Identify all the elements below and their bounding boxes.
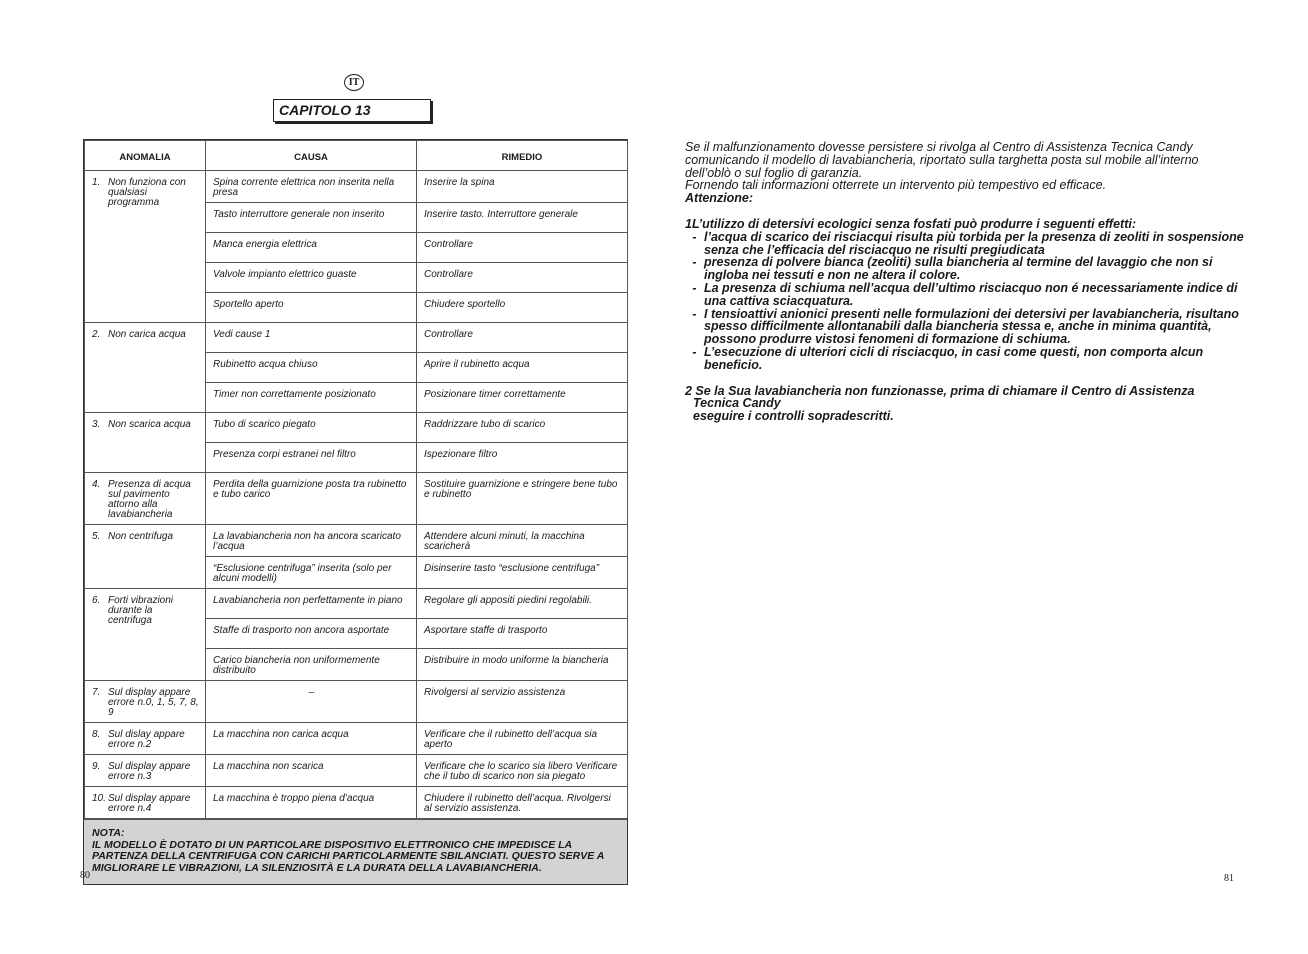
anomaly-cell [85, 755, 206, 787]
anomaly-text: Non carica acqua [108, 329, 186, 340]
anomaly-number: 7. [92, 687, 101, 698]
remedy-cell: Chiudere il rubinetto dell’acqua. Rivolgersi al servizio assistenza. [417, 787, 628, 819]
cause-cell: Perdita della guarnizione posta tra rubinetto e tubo carico [206, 473, 417, 525]
bullet-dash: - [692, 344, 697, 359]
anomaly-text: Presenza di acqua sul pavimento attorno alla lavabiancheria [108, 479, 191, 520]
table-row [85, 787, 628, 819]
table-row [85, 723, 628, 755]
remedy-cell: Chiudere sportello [417, 293, 628, 323]
cause-cell: La macchina non scarica [206, 755, 417, 787]
remedy-cell: Raddrizzare tubo di scarico [417, 413, 628, 443]
page-number-right: 81 [1224, 873, 1234, 884]
table-row [85, 525, 628, 557]
anomaly-number: 2. [92, 329, 101, 340]
anomaly-cell [85, 525, 206, 589]
bullet-item [685, 308, 1245, 346]
remedy-cell: Ispezionare filtro [417, 443, 628, 473]
anomaly-text: Non centrifuga [108, 531, 174, 542]
cause-cell: Valvole impianto elettrico guaste [206, 263, 417, 293]
anomaly-number: 3. [92, 419, 101, 430]
bullet-dash: - [692, 255, 697, 270]
table-row [85, 681, 628, 723]
remedy-cell: Verificare che lo scarico sia libero Verificare che il tubo di scarico non sia piegato [417, 755, 628, 787]
anomaly-text: Non scarica acqua [108, 419, 191, 430]
point-1-title: 1L’utilizzo di detersivi ecologici senza fosfati può produrre i seguenti effetti: [685, 216, 1136, 231]
remedy-cell: Attendere alcuni minuti, la macchina scaricherà [417, 525, 628, 557]
cause-cell: Carico biancheria non uniformemente distribuito [206, 649, 417, 681]
remedy-cell: Controllare [417, 263, 628, 293]
anomaly-text: Forti vibrazioni durante la centrifuga [108, 595, 174, 626]
point-1-bullet-list [685, 231, 1245, 372]
note-title: NOTA: [92, 827, 125, 839]
bullet-item [685, 231, 1245, 257]
cause-cell: Vedi cause 1 [206, 323, 417, 353]
bullet-dash: - [692, 229, 697, 244]
table-row [85, 171, 628, 203]
page-number-left: 80 [80, 870, 90, 881]
remedy-cell: Inserire tasto. Interruttore generale [417, 203, 628, 233]
cause-cell: La macchina non carica acqua [206, 723, 417, 755]
table-row [85, 473, 628, 525]
anomaly-cell [85, 787, 206, 819]
bullet-text: l’acqua di scarico dei risciacqui risulta più torbida per la presenza di zeoliti in sospensione senza che l’efficacia del risciacquo ne risulti pregiudicata [704, 229, 1244, 257]
cause-cell: Rubinetto acqua chiuso [206, 353, 417, 383]
anomaly-number: 6. [92, 595, 101, 606]
table-body [85, 171, 628, 819]
cause-cell: “Esclusione centrifuga” inserita (solo per alcuni modelli) [206, 557, 417, 589]
remedy-cell: Posizionare timer correttamente [417, 383, 628, 413]
anomaly-number: 9. [92, 761, 101, 772]
table-note [84, 819, 627, 884]
remedy-cell: Regolare gli appositi piedini regolabili. [417, 589, 628, 619]
anomaly-number: 5. [92, 531, 101, 542]
cause-cell: Spina corrente elettrica non inserita nella presa [206, 171, 417, 203]
remedy-cell: Controllare [417, 323, 628, 353]
anomaly-number: 10. [92, 793, 106, 804]
bullet-dash: - [692, 306, 697, 321]
cause-cell: La macchina è troppo piena d’acqua [206, 787, 417, 819]
language-badge-it: IT [344, 74, 364, 91]
remedy-cell: Asportare staffe di trasporto [417, 619, 628, 649]
anomaly-text: Sul display appare errore n.3 [108, 761, 191, 782]
anomaly-cell [85, 473, 206, 525]
remedy-cell: Controllare [417, 233, 628, 263]
cause-cell: Sportello aperto [206, 293, 417, 323]
bullet-item [685, 346, 1245, 372]
chapter-title: CAPITOLO 13 [273, 99, 431, 122]
column-header-anomalia: ANOMALIA [85, 141, 206, 171]
anomaly-text: Sul display appare errore n.0, 1, 5, 7, 8, 9 [108, 687, 199, 718]
cause-cell: Lavabiancheria non perfettamente in piano [206, 589, 417, 619]
column-header-rimedio: RIMEDIO [417, 141, 628, 171]
cause-cell: Tubo di scarico piegato [206, 413, 417, 443]
anomaly-number: 8. [92, 729, 101, 740]
bullet-text: presenza di polvere bianca (zeoliti) sulla biancheria al termine del lavaggio che non si ingloba nei tessuti e non ne altera il colore. [704, 255, 1213, 283]
bullet-dash: - [692, 280, 697, 295]
anomaly-cell [85, 171, 206, 323]
cause-cell: – [206, 681, 417, 723]
table-row [85, 755, 628, 787]
remedy-cell: Inserire la spina [417, 171, 628, 203]
anomaly-cell [85, 323, 206, 413]
column-header-causa: CAUSA [206, 141, 417, 171]
anomaly-cell [85, 723, 206, 755]
cause-cell: Tasto interruttore generale non inserito [206, 203, 417, 233]
attention-heading: Attenzione: [685, 191, 754, 206]
remedy-cell: Aprire il rubinetto acqua [417, 353, 628, 383]
anomaly-text: Sul dislay appare errore n.2 [108, 729, 185, 750]
intro-paragraph-2: Fornendo tali informazioni otterrete un intervento più tempestivo ed efficace. [685, 178, 1107, 193]
bullet-item [685, 282, 1245, 308]
bullet-text: La presenza di schiuma nell’acqua dell’ultimo risciacquo non é necessariamente indice di una cattiva sciacquatura. [704, 280, 1238, 308]
remedy-cell: Sostituire guarnizione e stringere bene tubo e rubinetto [417, 473, 628, 525]
cause-cell: Manca energia elettrica [206, 233, 417, 263]
anomaly-text: Sul display appare errore n.4 [108, 793, 191, 814]
bullet-text: L’esecuzione di ulteriori cicli di risciacquo, in casi come questi, non comporta alcun beneficio. [704, 344, 1204, 372]
troubleshooting-table [83, 139, 628, 885]
table-header-row [85, 141, 628, 171]
bullet-item [685, 256, 1245, 282]
remedy-cell: Rivolgersi al servizio assistenza [417, 681, 628, 723]
point-2-line-1: 2 Se la Sua lavabiancheria non funzionasse, prima di chiamare il Centro di Assistenza [685, 383, 1195, 398]
bullet-text: I tensioattivi anionici presenti nelle formulazioni dei detersivi per lavabiancheria, risultano spesso difficilmente allontanabili dalla biancheria stessa e, anche in minima quantità, possono produrre vistosi fenomeni di formazione di schiuma. [704, 306, 1239, 347]
cause-cell: Presenza corpi estranei nel filtro [206, 443, 417, 473]
note-text: IL MODELLO È DOTATO DI UN PARTICOLARE DISPOSITIVO ELETTRONICO CHE IMPEDISCE LA PARTENZA DELLA CENTRIFUGA CON CARICHI PARTICOLARMENTE SBILANCIATI. QUESTO SERVE A MIGLIORARE LE VIBRAZIONI, LA SILENZIOSITÀ E LA DURATA DELLA LAVABIANCHERIA. [92, 838, 604, 874]
table-row [85, 323, 628, 353]
anomaly-number: 1. [92, 177, 101, 188]
point-2-line-3: eseguire i controlli sopradescritti. [693, 409, 894, 424]
point-2-line-2: Tecnica Candy [693, 396, 781, 411]
anomaly-cell [85, 681, 206, 723]
remedy-cell: Disinserire tasto “esclusione centrifuga” [417, 557, 628, 589]
cause-cell: Timer non correttamente posizionato [206, 383, 417, 413]
remedy-cell: Verificare che il rubinetto dell’acqua sia aperto [417, 723, 628, 755]
remedy-cell: Distribuire in modo uniforme la biancheria [417, 649, 628, 681]
anomaly-text: Non funziona con qualsiasi programma [108, 177, 186, 208]
anomaly-cell [85, 413, 206, 473]
intro-paragraph: Se il malfunzionamento dovesse persistere si rivolga al Centro di Assistenza Tecnica Candy comunicando il modello di lavabiancheria, riportato sulla targhetta posta sul mobile all’interno dell’oblò o sul foglio di garanzia. [685, 140, 1199, 180]
cause-cell: La lavabiancheria non ha ancora scaricato l’acqua [206, 525, 417, 557]
anomaly-cell [85, 589, 206, 681]
cause-cell: Staffe di trasporto non ancora asportate [206, 619, 417, 649]
table-row [85, 589, 628, 619]
anomaly-number: 4. [92, 479, 101, 490]
table-row [85, 413, 628, 443]
right-column-text [685, 141, 1245, 423]
